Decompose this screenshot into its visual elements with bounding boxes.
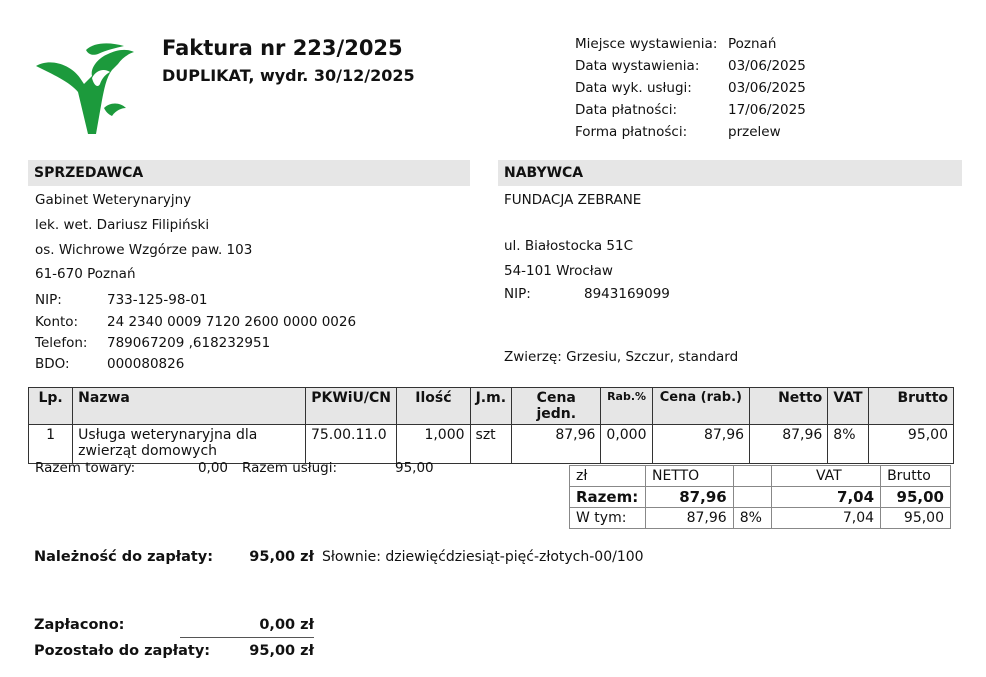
meta-value: Poznań: [728, 36, 777, 52]
seller-heading: SPRZEDAWCA: [28, 160, 470, 186]
buyer-nip-label: NIP:: [504, 286, 531, 302]
meta-row: [575, 99, 806, 121]
seller-name: Gabinet Weterynaryjny: [35, 192, 192, 208]
seller-account-label: Konto:: [35, 314, 79, 330]
col-price-disc: Cena (rab.): [652, 388, 749, 425]
buyer-name: FUNDACJA ZEBRANE: [504, 192, 642, 208]
paid-label: Zapłacono:: [34, 617, 125, 633]
col-vat: VAT: [828, 388, 868, 425]
services-total-label: Razem usługi:: [242, 460, 338, 476]
meta-row: [575, 77, 806, 99]
cell-gross: 95,00: [868, 425, 953, 464]
amount-in-words: Słownie: dziewięćdziesiąt-pięć-złotych-00/100: [322, 549, 644, 565]
seller-account: 24 2340 0009 7120 2600 0000 0026: [107, 314, 357, 330]
seller-phone-row: [35, 335, 270, 351]
summary-currency: zł: [570, 466, 646, 487]
duplicate-note: DUPLIKAT, wydr. 30/12/2025: [162, 66, 415, 85]
meta-label: Data wystawienia:: [575, 58, 700, 74]
col-net: Netto: [750, 388, 828, 425]
seller-nip-label: NIP:: [35, 292, 62, 308]
summary-incl-label: W tym:: [570, 508, 646, 529]
buyer-city: 54-101 Wrocław: [504, 263, 613, 279]
meta-label: Miejsce wystawienia:: [575, 36, 718, 52]
meta-label: Forma płatności:: [575, 124, 688, 140]
summary-incl-vat: 7,04: [771, 508, 880, 529]
summary-total-net: 87,96: [645, 487, 733, 508]
summary-total-gross: 95,00: [881, 487, 951, 508]
seller-bdo-row: [35, 356, 184, 372]
seller-phone: 789067209 ,618232951: [107, 335, 271, 351]
cell-net: 87,96: [750, 425, 828, 464]
summary-vat-header: VAT: [771, 466, 880, 487]
meta-value: 03/06/2025: [728, 58, 806, 74]
amount-due-label: Należność do zapłaty:: [34, 549, 214, 565]
summary-incl-net: 87,96: [645, 508, 733, 529]
seller-city: 61-670 Poznań: [35, 266, 136, 282]
summary-net-header: NETTO: [645, 466, 733, 487]
meta-row: [575, 121, 806, 143]
meta-value: 17/06/2025: [728, 102, 806, 118]
invoice-meta: [575, 33, 806, 143]
meta-row: [575, 33, 806, 55]
items-header-row: [29, 388, 954, 425]
items-table: [28, 387, 954, 464]
summary-incl-row: [570, 508, 951, 529]
remaining-amount: 95,00 zł: [249, 643, 314, 659]
table-row: [29, 425, 954, 464]
meta-row: [575, 55, 806, 77]
col-unit: J.m.: [470, 388, 512, 425]
seller-nip-row: [35, 292, 208, 308]
seller-bdo-label: BDO:: [35, 356, 70, 372]
seller-nip: 733-125-98-01: [107, 292, 208, 308]
remaining-label: Pozostało do zapłaty:: [34, 643, 211, 659]
col-gross: Brutto: [868, 388, 953, 425]
cell-price-disc: 87,96: [652, 425, 749, 464]
col-price: Cena jedn.: [512, 388, 601, 425]
buyer-nip: 8943169099: [584, 286, 670, 302]
col-discount: Rab.%: [601, 388, 652, 425]
paid-amount: 0,00 zł: [259, 617, 314, 633]
col-lp: Lp.: [29, 388, 73, 425]
col-qty: Ilość: [397, 388, 470, 425]
cell-vat: 8%: [828, 425, 868, 464]
buyer-nip-row: [504, 286, 670, 302]
cell-lp: 1: [29, 425, 73, 464]
meta-value: 03/06/2025: [728, 80, 806, 96]
summary-total-vat: 7,04: [771, 487, 880, 508]
summary-incl-rate: 8%: [733, 508, 771, 529]
cell-discount: 0,000: [601, 425, 652, 464]
meta-label: Data wyk. usługi:: [575, 80, 692, 96]
cell-unit: szt: [470, 425, 512, 464]
cell-price: 87,96: [512, 425, 601, 464]
goods-total-label: Razem towary:: [35, 460, 136, 476]
pet-clinic-logo-icon: [32, 38, 142, 136]
summary-gross-header: Brutto: [881, 466, 951, 487]
seller-account-row: [35, 314, 356, 330]
meta-value: przelew: [728, 124, 781, 140]
seller-street: os. Wichrowe Wzgórze paw. 103: [35, 242, 253, 258]
amount-due: 95,00 zł: [249, 549, 314, 565]
divider: [180, 637, 314, 638]
cell-name: Usługa weterynaryjna dla zwierząt domowych: [73, 425, 306, 464]
summary-total-label: Razem:: [570, 487, 646, 508]
col-pkwiu: PKWiU/CN: [305, 388, 396, 425]
seller-person: lek. wet. Dariusz Filipiński: [35, 217, 210, 233]
buyer-heading: NABYWCA: [498, 160, 962, 186]
summary-header-row: [570, 466, 951, 487]
meta-label: Data płatności:: [575, 102, 678, 118]
cell-pkwiu: 75.00.11.0: [305, 425, 396, 464]
col-name: Nazwa: [73, 388, 306, 425]
buyer-street: ul. Białostocka 51C: [504, 238, 634, 254]
seller-phone-label: Telefon:: [35, 335, 88, 351]
goods-total: 0,00: [197, 460, 228, 476]
seller-bdo: 000080826: [107, 356, 185, 372]
cell-qty: 1,000: [397, 425, 470, 464]
summary-incl-gross: 95,00: [881, 508, 951, 529]
buyer-animal: Zwierzę: Grzesiu, Szczur, standard: [504, 349, 739, 365]
invoice-title: Faktura nr 223/2025: [162, 36, 403, 60]
summary-total-row: [570, 487, 951, 508]
services-total: 95,00: [395, 460, 434, 476]
vat-summary-table: [569, 465, 951, 529]
